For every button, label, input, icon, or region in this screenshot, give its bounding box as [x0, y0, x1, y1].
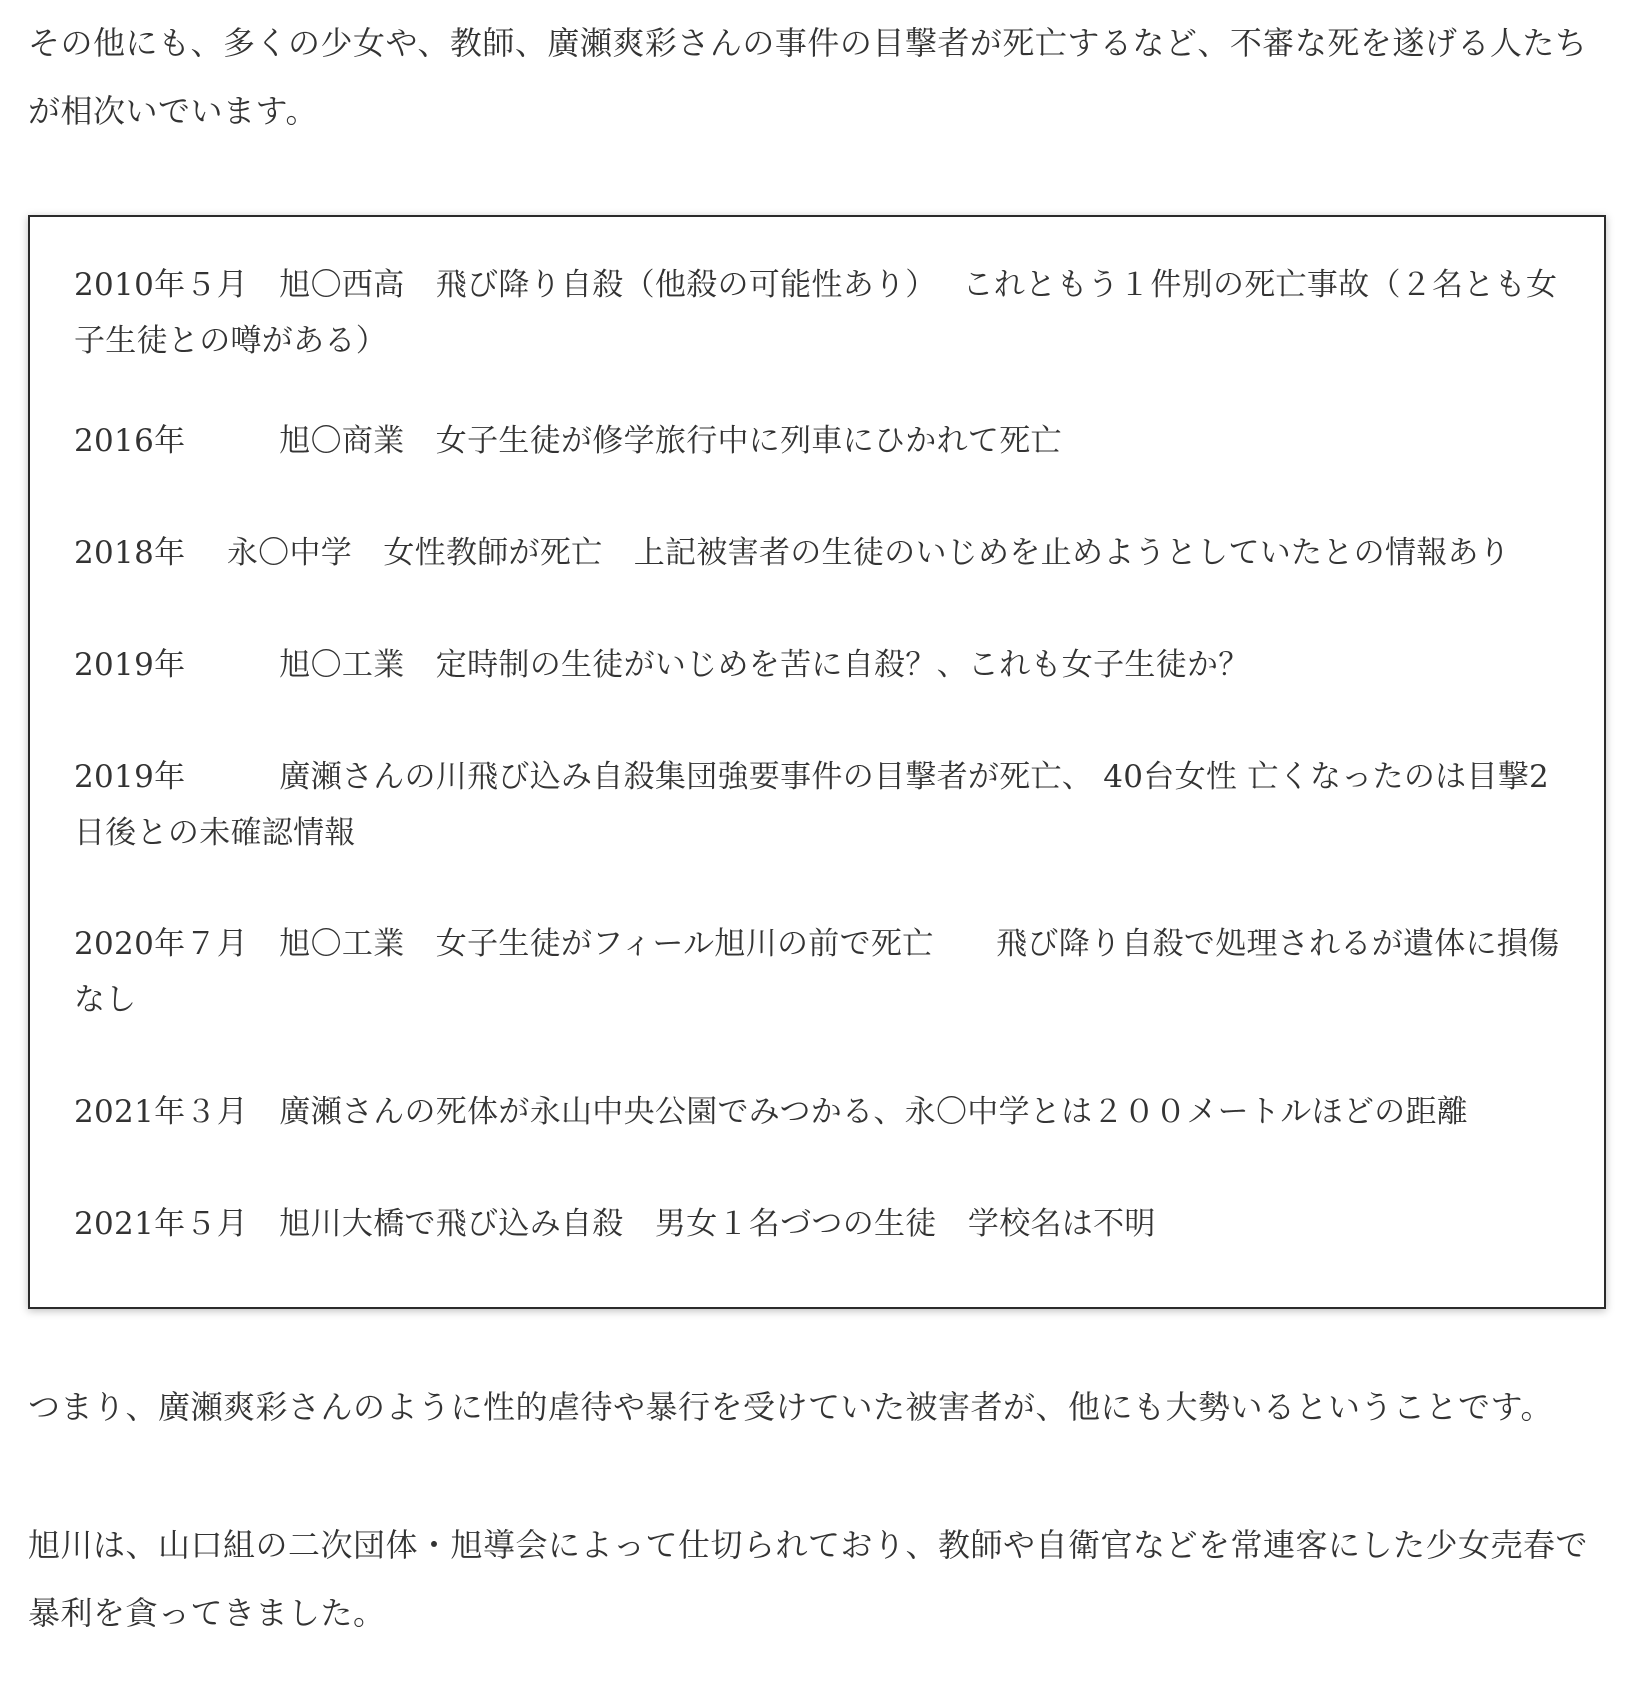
incident-item: 2019年 旭〇工業 定時制の生徒がいじめを苦に自殺？、これも女子生徒か？	[74, 647, 1250, 683]
incident-item: 2019年 廣瀬さんの川飛び込み自殺集団強要事件の目撃者が死亡、 40台女性 亡くなったのは目撃2日後との未確認情報	[74, 759, 1550, 851]
incident-item: 2018年 永〇中学 女性教師が死亡 上記被害者の生徒のいじめを止めようとしていたとの情報あり	[74, 535, 1511, 571]
incident-item: 2021年３月 廣瀬さんの死体が永山中央公園でみつかる、永〇中学とは２００メートルほどの距離	[74, 1094, 1469, 1130]
closing-paragraph: 旭川は、山口組の二次団体・旭導会によって仕切られており、教師や自衛官などを常連客にした少女売春で暴利を貪ってきました。	[28, 1526, 1589, 1632]
incident-item: 2016年 旭〇商業 女子生徒が修学旅行中に列車にひかれて死亡	[74, 423, 1062, 459]
intro-paragraph: その他にも、多くの少女や、教師、廣瀬爽彩さんの事件の目撃者が死亡するなど、不審な死を遂げる人たちが相次いでいます。	[28, 24, 1588, 130]
summary-paragraph: つまり、廣瀬爽彩さんのように性的虐待や暴行を受けていた被害者が、他にも大勢いるということです。	[28, 1388, 1553, 1426]
incident-item: 2010年５月 旭〇西高 飛び降り自殺（他殺の可能性あり） これともう１件別の死亡事故（２名とも女子生徒との噂がある）	[74, 267, 1558, 359]
incident-list-box	[28, 215, 1606, 1309]
incident-item: 2021年５月 旭川大橋で飛び込み自殺 男女１名づつの生徒 学校名は不明	[74, 1206, 1156, 1242]
incident-item: 2020年７月 旭〇工業 女子生徒がフィール旭川の前で死亡 飛び降り自殺で処理されるが遺体に損傷なし	[74, 926, 1560, 1018]
